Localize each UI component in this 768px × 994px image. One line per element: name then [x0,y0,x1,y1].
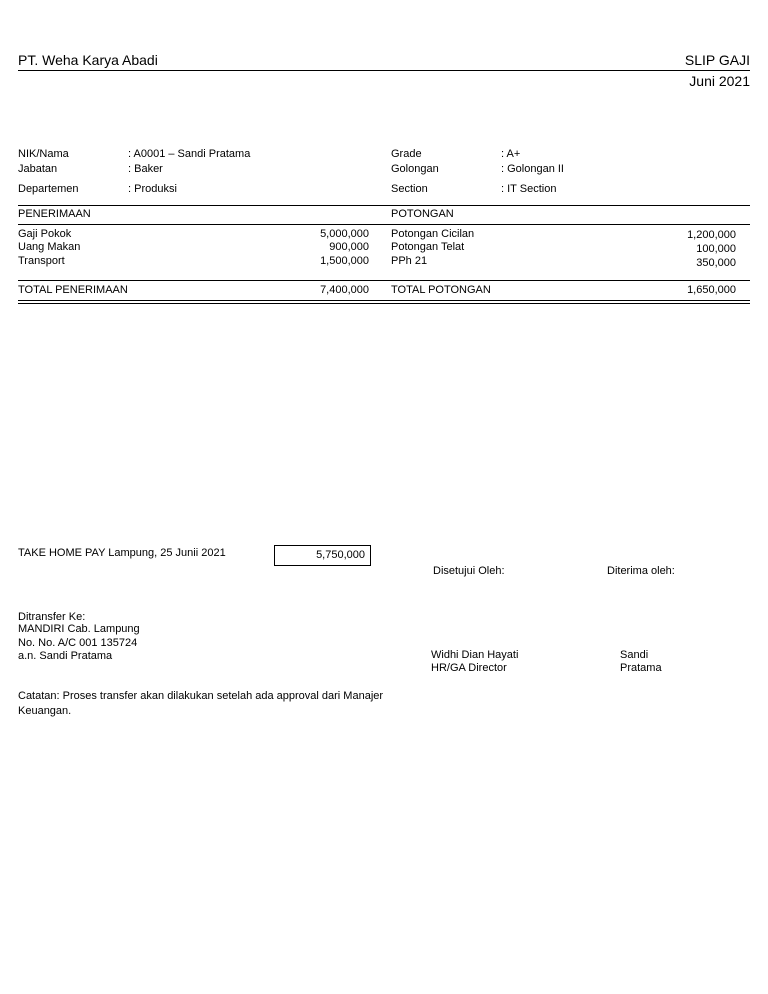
take-home-amount: 5,750,000 [316,549,365,561]
take-home-label: TAKE HOME PAY Lampung, 25 Junii 2021 [18,547,226,559]
earning-label: Transport [18,255,65,267]
company-name: PT. Weha Karya Abadi [18,52,158,68]
grade-value: : A+ [501,148,521,160]
transfer-line: No. No. A/C 001 135724 [18,637,138,649]
total-penerimaan-amount: 7,400,000 [320,284,369,296]
total-double-line-1 [18,300,750,301]
total-double-line-2 [18,303,750,304]
receiver-name-line1: Sandi [620,649,649,661]
departemen-label: Departemen [18,183,79,195]
deduction-label: PPh 21 [391,255,428,267]
nik-label: NIK/Nama [18,148,69,160]
transfer-line: a.n. Sandi Pratama [18,650,113,662]
nik-value: : A0001 – Sandi Pratama [128,148,251,160]
transfer-line: Ditransfer Ke: [18,611,86,623]
deduction-amount: 350,000 [696,257,736,269]
earning-amount: 1,500,000 [320,255,369,267]
earning-amount: 5,000,000 [320,228,369,240]
info-divider [18,205,750,206]
deduction-amount: 1,200,000 [687,229,736,241]
golongan-value: : Golongan II [501,163,564,175]
jabatan-value: : Baker [128,163,163,175]
take-home-box [274,545,371,566]
period-label: Juni 2021 [689,73,750,89]
earning-label: Gaji Pokok [18,228,72,240]
deduction-label: Potongan Telat [391,241,465,253]
total-potongan-amount: 1,650,000 [687,284,736,296]
total-potongan-label: TOTAL POTONGAN [391,284,491,296]
approver-name: Widhi Dian Hayati [431,649,519,661]
heading-divider [18,224,750,225]
transfer-line: MANDIRI Cab. Lampung [18,623,140,635]
note-line: Keuangan. [18,705,72,717]
earning-amount: 900,000 [329,241,369,253]
departemen-value: : Produksi [128,183,177,195]
penerimaan-heading: PENERIMAAN [18,208,91,220]
earning-label: Uang Makan [18,241,81,253]
deduction-amount: 100,000 [696,243,736,255]
total-top-divider [18,280,750,281]
approved-by-label: Disetujui Oleh: [433,565,505,577]
grade-label: Grade [391,148,422,160]
approver-title: HR/GA Director [431,662,507,674]
received-by-label: Diterima oleh: [607,565,675,577]
total-penerimaan-label: TOTAL PENERIMAAN [18,284,128,296]
golongan-label: Golongan [391,163,439,175]
potongan-heading: POTONGAN [391,208,454,220]
header-divider [18,70,750,71]
jabatan-label: Jabatan [18,163,58,175]
section-value: : IT Section [501,183,557,195]
deduction-label: Potongan Cicilan [391,228,475,240]
receiver-name-line2: Pratama [620,662,662,674]
note-line: Catatan: Proses transfer akan dilakukan setelah ada approval dari Manajer [18,690,384,702]
section-label: Section [391,183,428,195]
slip-title: SLIP GAJI [684,52,750,68]
